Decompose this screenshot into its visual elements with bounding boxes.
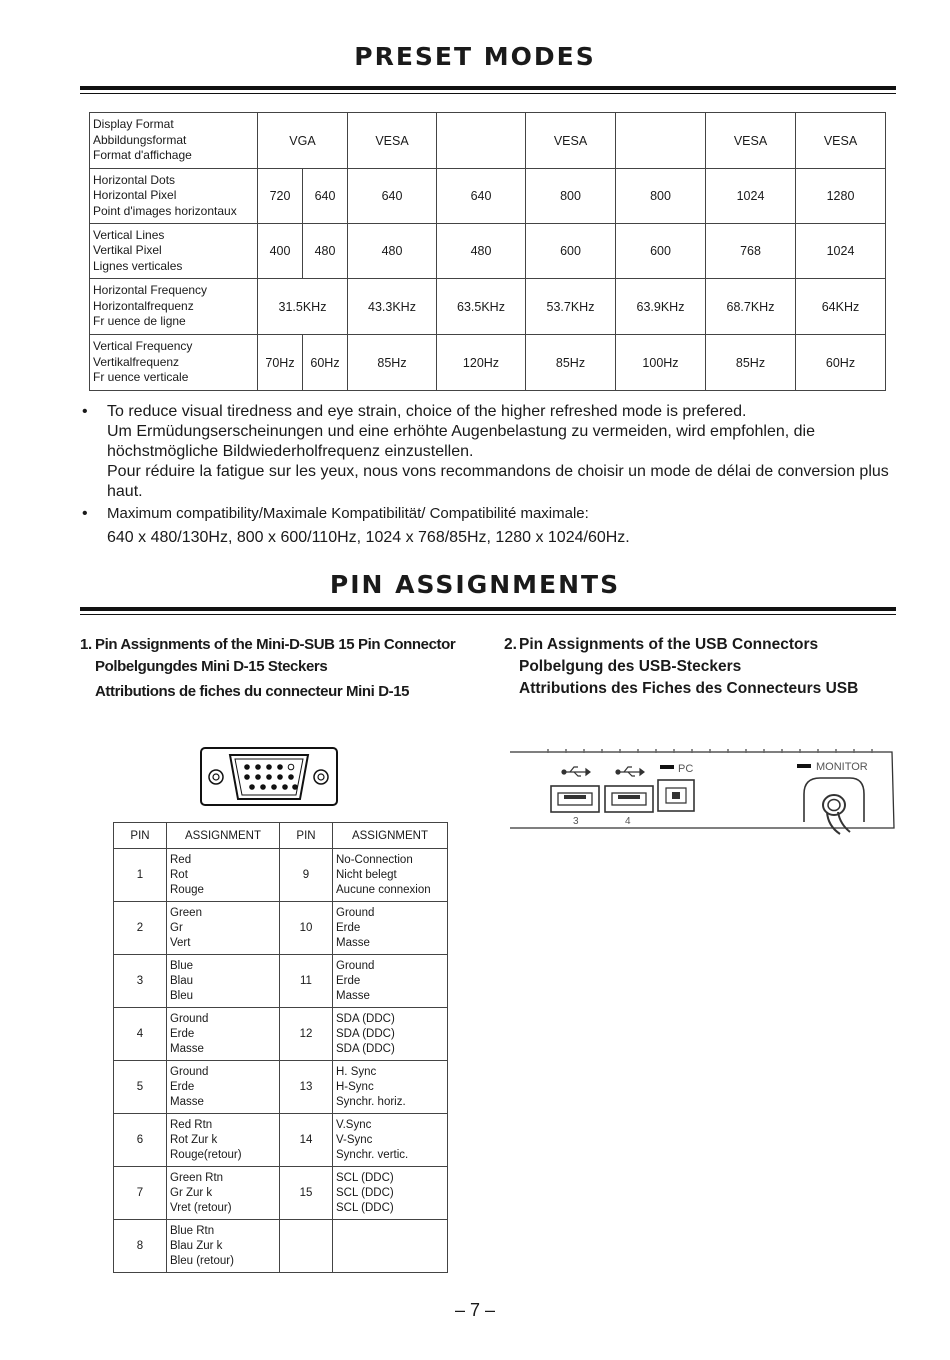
table-row: 5 Ground Erde Masse 13 H. Sync H-Sync Synchr. horiz. (114, 1061, 448, 1114)
preset-modes-table (89, 112, 886, 391)
page-number: – 7 – (454, 1300, 496, 1320)
cell: 60Hz (303, 335, 348, 391)
table-row: 6 Red Rtn Rot Zur k Rouge(retour) 14 V.Sync V-Sync Synchr. vertic. (114, 1114, 448, 1167)
header-pin: PIN (280, 823, 333, 849)
cell: 480 (348, 224, 437, 279)
cell: 120Hz (437, 335, 526, 391)
dsub-connector-diagram (199, 746, 341, 808)
note-refresh: • To reduce visual tiredness and eye strain, choice of the higher refreshed mode is prefered. Um Ermüdungserscheinungen und eine erhöhte Augenbelastung zu vermeiden, wird empfohlen, die höchstmögliche Bildwiederholfrequenz einzustellen. Pour réduire la fatigue sur les yeux, nous vons recommandons de choisir un mode de délai de conversion plus haut. (82, 403, 889, 500)
label-horizontal-frequency: Horizontal Frequency Horizontalfrequenz Fr uence de ligne (90, 279, 258, 335)
preset-rule-thin (80, 93, 896, 94)
cell: VESA (526, 113, 616, 169)
bullet: • (82, 403, 88, 420)
cell: 53.7KHz (526, 279, 616, 335)
pc-label: PC (678, 763, 694, 775)
pin-assignments-title: PIN ASSIGNMENTS (329, 570, 621, 599)
cell: 1024 (706, 169, 796, 224)
cell (616, 113, 706, 169)
table-row: 8 Blue Rtn Blau Zur k Bleu (retour) (114, 1220, 448, 1273)
pin-rule-thin (80, 614, 896, 615)
header-assignment: ASSIGNMENT (333, 823, 448, 849)
cell: 85Hz (348, 335, 437, 391)
cell: 64KHz (796, 279, 886, 335)
note-compatibility: • Maximum compatibility/Maximale Kompatibilität/ Compatibilité maximale: 640 x 480/130Hz, 800 x 600/110Hz, 1024 x 768/85Hz, 1280 x 1024/60Hz. (82, 505, 630, 546)
cell: 720 (258, 169, 303, 224)
dsub-heading: 1. Pin Assignments of the Mini-D-SUB 15 Pin Connector Polbelgungdes Mini D-15 Steckers Attributions de fiches du connecteur Mini D-15 (80, 636, 456, 700)
cell: 480 (303, 224, 348, 279)
cell: 800 (616, 169, 706, 224)
header-pin: PIN (114, 823, 167, 849)
port-3-label: 3 (573, 816, 579, 827)
cell: VESA (796, 113, 886, 169)
monitor-label: MONITOR (816, 761, 868, 773)
label-vertical-lines: Vertical Lines Vertikal Pixel Lignes verticales (90, 224, 258, 279)
cell: VESA (348, 113, 437, 169)
cell: 400 (258, 224, 303, 279)
table-row: 7 Green Rtn Gr Zur k Vret (retour) 15 SCL (DDC) SCL (DDC) SCL (DDC) (114, 1167, 448, 1220)
notes-list (82, 402, 912, 548)
cell: 1024 (796, 224, 886, 279)
cell: 31.5KHz (258, 279, 348, 335)
cell: 85Hz (526, 335, 616, 391)
usb-heading: 2. Pin Assignments of the USB Connectors Polbelgung des USB-Steckers Attributions des Fiches des Connecteurs USB (504, 636, 859, 697)
cell: 70Hz (258, 335, 303, 391)
label-vertical-frequency: Vertical Frequency Vertikalfrequenz Fr uence verticale (90, 335, 258, 391)
row-horizontal-frequency (90, 279, 886, 335)
table-row: 2 Green Gr Vert 10 Ground Erde Masse (114, 902, 448, 955)
pin-assignment-table (113, 822, 448, 1273)
row-display-format (90, 113, 886, 169)
row-vertical-frequency (90, 335, 886, 391)
cell (437, 113, 526, 169)
cell: 85Hz (706, 335, 796, 391)
cell: 43.3KHz (348, 279, 437, 335)
label-horizontal-dots: Horizontal Dots Horizontal Pixel Point d'images horizontaux (90, 169, 258, 224)
pin-rule-thick (80, 607, 896, 611)
preset-rule-thick (80, 86, 896, 90)
usb-symbol-icon (562, 767, 590, 776)
usb-connector-diagram (508, 748, 898, 840)
cell: VESA (706, 113, 796, 169)
preset-modes-title: PRESET MODES (354, 42, 596, 71)
label-display-format: Display Format Abbildungsformat Format d'affichage (90, 113, 258, 169)
header-assignment: ASSIGNMENT (167, 823, 280, 849)
usb-symbol-icon (616, 767, 644, 776)
cell: 63.9KHz (616, 279, 706, 335)
cell: 60Hz (796, 335, 886, 391)
row-vertical-lines (90, 224, 886, 279)
cell: 800 (526, 169, 616, 224)
table-row: 3 Blue Blau Bleu 11 Ground Erde Masse (114, 955, 448, 1008)
cell: 600 (616, 224, 706, 279)
cell: 63.5KHz (437, 279, 526, 335)
cell: 640 (303, 169, 348, 224)
port-4-label: 4 (625, 816, 631, 827)
row-horizontal-dots (90, 169, 886, 224)
cell: 1280 (796, 169, 886, 224)
cell: VGA (258, 113, 348, 169)
cell: 768 (706, 224, 796, 279)
cell: 100Hz (616, 335, 706, 391)
cell: 640 (437, 169, 526, 224)
table-header-row (114, 823, 448, 849)
cell: 68.7KHz (706, 279, 796, 335)
table-row: 4 Ground Erde Masse 12 SDA (DDC) SDA (DDC) SDA (DDC) (114, 1008, 448, 1061)
bullet: • (82, 505, 88, 522)
cell: 640 (348, 169, 437, 224)
table-row: 1 Red Rot Rouge 9 No-Connection Nicht belegt Aucune connexion (114, 849, 448, 902)
cell: 600 (526, 224, 616, 279)
cell: 480 (437, 224, 526, 279)
